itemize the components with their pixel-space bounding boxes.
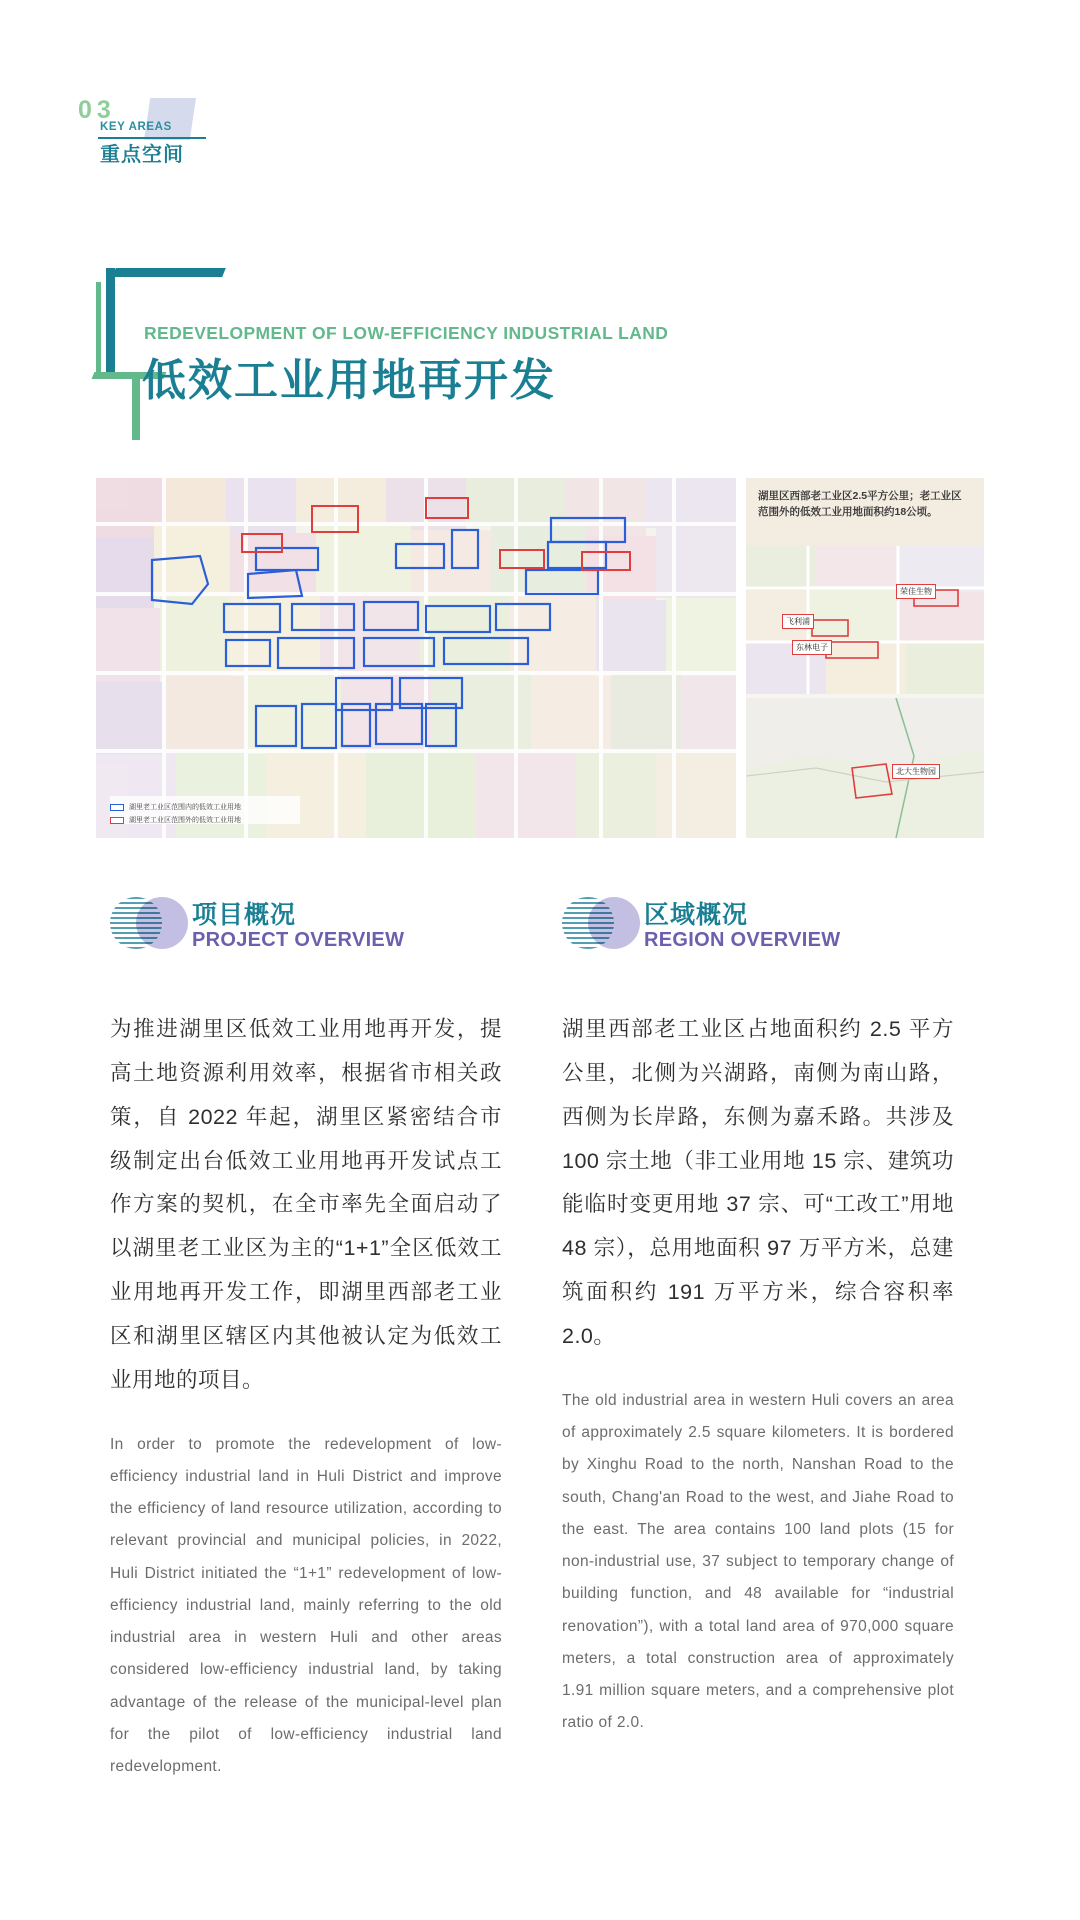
legend-label-inside: 湖里老工业区范围内的低效工业用地 bbox=[129, 803, 241, 811]
striped-circle-icon bbox=[562, 895, 632, 951]
legend-item bbox=[110, 802, 241, 813]
inset-map-lower bbox=[746, 698, 984, 838]
badge-shape-decor bbox=[144, 98, 196, 140]
region-overview-title-en: REGION OVERVIEW bbox=[644, 929, 841, 951]
section-number: 03 bbox=[78, 96, 116, 124]
region-overview-text-cn: 湖里西部老工业区占地面积约 2.5 平方公里，北侧为兴湖路，南侧为南山路，西侧为长岸路，东侧为嘉禾路。共涉及 100 宗土地（非工业用地 15 宗、建筑功能临时变更用地 37 宗、可“工改工”用地 48 宗），总用地面积 97 万平方米，总建筑面积约 191 万平方米，综合容积率 2.0。 bbox=[562, 1017, 954, 1349]
region-overview-heading bbox=[562, 895, 962, 967]
main-map-svg bbox=[96, 478, 736, 838]
section-badge bbox=[78, 96, 278, 176]
map-tag-philips: 飞利浦 bbox=[782, 614, 814, 629]
map-side-note: 湖里区西部老工业区2.5平方公里；老工业区范围外的低效工业用地面积约18公顷。 bbox=[746, 478, 984, 546]
project-overview-title-en: PROJECT OVERVIEW bbox=[192, 929, 405, 951]
project-overview-heading bbox=[110, 895, 510, 967]
project-overview-body bbox=[110, 1008, 502, 1783]
region-overview-title-cn: 区域概况 bbox=[644, 901, 749, 929]
map-figure bbox=[96, 478, 984, 838]
region-overview-body bbox=[562, 1008, 954, 1739]
title-english: REDEVELOPMENT OF LOW-EFFICIENCY INDUSTRIAL LAND bbox=[144, 323, 669, 343]
title-chinese: 低效工业用地再开发 bbox=[142, 356, 556, 405]
map-tag-donglin: 东林电子 bbox=[792, 640, 832, 655]
inset-map-lower-svg bbox=[746, 698, 984, 838]
legend-swatch-inside bbox=[110, 804, 124, 811]
project-overview-text-cn: 为推进湖里区低效工业用地再开发，提高土地资源利用效率，根据省市相关政策，自 2022 年起，湖里区紧密结合市级制定出台低效工业用地再开发试点工作方案的契机，在全市率先全面启动了以湖里老工业区为主的“1+1”全区低效工业用地再开发工作，即湖里西部老工业区和湖里区辖区内其他被认定为低效工业用地的项目。 bbox=[110, 1017, 502, 1392]
map-legend bbox=[110, 800, 241, 826]
section-label-en: KEY AREAS bbox=[100, 121, 172, 133]
project-overview-title-cn: 项目概况 bbox=[192, 901, 297, 929]
page-title bbox=[96, 268, 796, 448]
project-overview-text-en: In order to promote the redevelopment of low-efficiency industrial land in Huli District and improve the efficiency of land resource utilization, according to relevant provincial and municipal policies, in 2022, Huli District initiated the “1+1” redevelopment of low-efficiency industrial land, mainly referring to the old industrial area in western Huli and other areas considered low-efficiency industrial land, by taking advantage of the release of the municipal-level plan for the pilot of low-efficiency industrial land redevelopment. bbox=[110, 1435, 502, 1776]
striped-circle-icon bbox=[110, 895, 180, 951]
region-overview-text-en: The old industrial area in western Huli covers an area of approximately 2.5 square kilometers. It is bordered by Xinghu Road to the north, Nanshan Road to the south, Chang'an Road to the west, and Jiahe Road to the east. The area contains 100 land plots (15 for non-industrial use, 37 subject to temporary change of building function, and 48 available for “industrial renovation”), with a total land area of 970,000 square meters, a total construction area of approximately 1.91 million square meters, and a comprehensive plot ratio of 2.0. bbox=[562, 1391, 954, 1732]
map-tag-pku-biopark: 北大生物园 bbox=[892, 764, 940, 779]
section-label-cn: 重点空间 bbox=[100, 144, 184, 166]
legend-label-outside: 湖里老工业区范围外的低效工业用地 bbox=[129, 816, 241, 824]
legend-swatch-outside bbox=[110, 817, 124, 824]
inset-map-upper bbox=[746, 546, 984, 694]
map-tag-rongjia: 荣佳生物 bbox=[896, 584, 936, 599]
main-map-image bbox=[96, 478, 736, 838]
legend-item bbox=[110, 815, 241, 826]
map-side-panel bbox=[746, 478, 984, 838]
